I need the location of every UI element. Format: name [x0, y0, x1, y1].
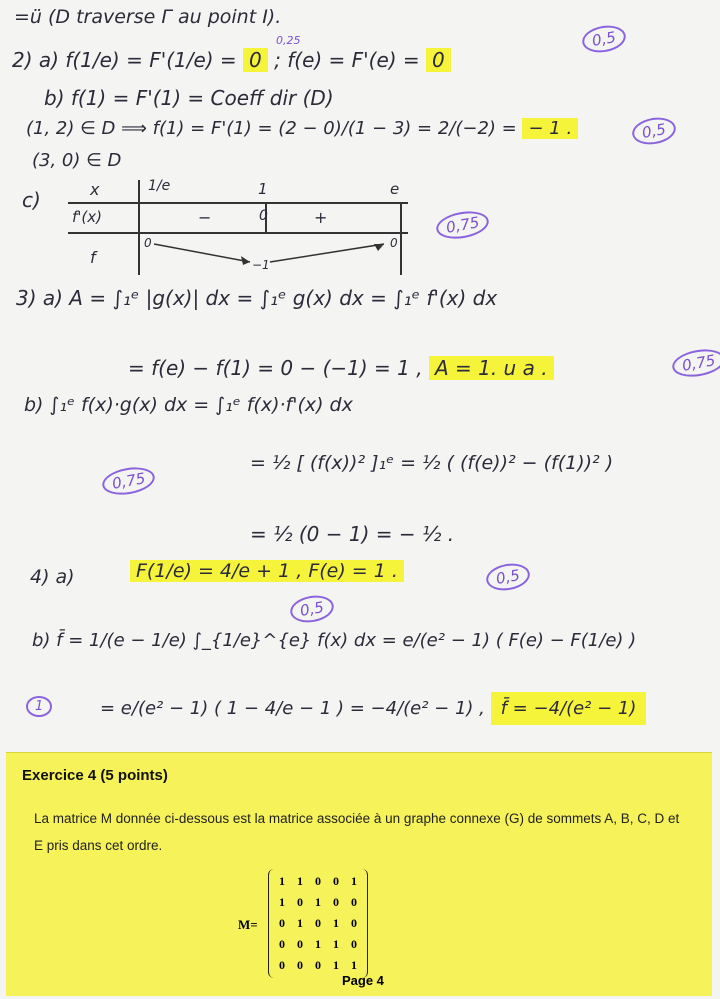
line-3a-result-text: = f(e) − f(1) = 0 − (−1) = 1 ,: [128, 356, 423, 380]
line-2c-label: c): [22, 188, 41, 212]
line-2a: [12, 48, 451, 72]
matrix-cell: 1: [315, 937, 321, 951]
line-2b: b) f(1) = F'(1) = Coeff dir (D): [44, 86, 334, 110]
highlight-f-1: − 1 .: [522, 118, 578, 139]
matrix-row: [273, 913, 363, 934]
table-x-value: 1/e: [148, 178, 171, 194]
matrix-cell: 0: [333, 874, 339, 888]
matrix-cell: 0: [279, 916, 285, 930]
line-4a-label: 4) a): [30, 566, 75, 588]
matrix-cell: 0: [315, 874, 321, 888]
highlight-f-e: 0: [426, 48, 451, 72]
highlight-f-1-over-e: 0: [243, 48, 268, 72]
matrix-cell: 1: [315, 895, 321, 909]
matrix-label: M=: [238, 917, 258, 932]
line-4b-calc: [100, 698, 646, 719]
matrix-cell: 0: [297, 895, 303, 909]
matrix-cell: 0: [351, 895, 357, 909]
table-x-value: 1: [258, 180, 268, 198]
matrix-row: [273, 934, 363, 955]
page-number: Page 4: [342, 973, 384, 988]
matrix-row: [273, 892, 363, 913]
line-3b: b) ∫₁ᵉ f(x)·g(x) dx = ∫₁ᵉ f(x)·f'(x) dx: [24, 394, 353, 416]
table-f-label: f: [90, 248, 96, 267]
matrix-cell: 1: [351, 874, 357, 888]
line-4a: [130, 560, 404, 582]
circled-mark: 1: [26, 696, 52, 717]
table-sign: −: [198, 208, 212, 227]
variation-arrows: [140, 236, 408, 272]
line-2a-text: 2) a) f(1/e) = F'(1/e) =: [12, 48, 237, 72]
line-point-on-d: (3, 0) ∈ D: [32, 150, 122, 171]
grade-mark: 0,5: [484, 560, 532, 593]
grade-mark-small: 0,25: [276, 34, 301, 47]
matrix-cell: 1: [333, 937, 339, 951]
line-4b: b) f̄ = 1/(e − 1/e) ∫_{1/e}^{e} f(x) dx = e/(e² − 1) ( F(e) − F(1/e) ): [32, 630, 637, 651]
matrix-cell: 0: [333, 895, 339, 909]
line-3a: 3) a) A = ∫₁ᵉ |g(x)| dx = ∫₁ᵉ g(x) dx = ∫₁ᵉ f'(x) dx: [16, 286, 498, 310]
table-sign: +: [314, 208, 328, 227]
table-f-value: 0: [144, 236, 152, 250]
table-f-value: 0: [390, 236, 398, 250]
table-sign-zero: 0: [259, 208, 268, 224]
line-4b-calc-text: = e/(e² − 1) ( 1 − 4/e − 1 ) = −4/(e² − 1) ,: [100, 698, 485, 719]
table-x-value: e: [390, 180, 400, 198]
matrix-grid: [268, 869, 368, 978]
matrix-cell: 1: [333, 958, 339, 972]
line-3b-result: = ½ (0 − 1) = − ½ .: [250, 522, 455, 546]
exercise-4-box: [6, 752, 712, 996]
matrix-cell: 1: [351, 958, 357, 972]
matrix-cell: 1: [279, 874, 285, 888]
line-3a-result: [128, 356, 554, 380]
line-intersection-note: =ü (D traverse Γ au point I).: [14, 6, 282, 28]
table-fprime-label: f'(x): [72, 208, 102, 226]
highlight-F-values: F(1/e) = 4/e + 1 , F(e) = 1 .: [130, 560, 404, 582]
matrix-cell: 0: [297, 937, 303, 951]
matrix-cell: 0: [297, 958, 303, 972]
line-2b-calc: [26, 118, 578, 139]
variation-table: [68, 180, 408, 275]
table-f-value: −1: [252, 258, 270, 272]
grade-mark: 0,75: [434, 208, 491, 243]
grade-mark: 0,5: [630, 114, 678, 147]
line-2b-calc-text: (1, 2) ∈ D ⟹ f(1) = F'(1) = (2 − 0)/(1 − 3) = 2/(−2) =: [26, 118, 517, 139]
matrix-cell: 0: [351, 937, 357, 951]
matrix-cell: 1: [297, 874, 303, 888]
grade-mark: 0,75: [100, 464, 157, 499]
line-2a-text-b: ; f(e) = F'(e) =: [274, 48, 420, 72]
grade-mark: 0,5: [580, 22, 628, 55]
exercise-statement: La matrice M donnée ci-dessous est la matrice associée à un graphe connexe (G) de sommets A, B, C, D et E pris dans cet ordre.: [34, 811, 680, 853]
grade-mark: 0,75: [670, 346, 720, 381]
matrix-cell: 0: [315, 958, 321, 972]
matrix-row: [273, 871, 363, 892]
grade-mark: 0,5: [288, 592, 336, 625]
matrix-cell: 0: [351, 916, 357, 930]
highlight-area: A = 1. u a .: [429, 356, 554, 380]
matrix-cell: 0: [279, 958, 285, 972]
matrix-cell: 1: [297, 916, 303, 930]
table-x-label: x: [90, 180, 100, 199]
matrix-cell: 0: [279, 937, 285, 951]
line-3b-calc: = ½ [ (f(x))² ]₁ᵉ = ½ ( (f(e))² − (f(1))² ): [250, 452, 614, 474]
matrix-cell: 1: [279, 895, 285, 909]
matrix-cell: 1: [333, 916, 339, 930]
highlight-mean-value: f̄ = −4/(e² − 1): [491, 692, 647, 725]
matrix-cell: 0: [315, 916, 321, 930]
exercise-title: Exercice 4 (5 points): [22, 767, 168, 784]
